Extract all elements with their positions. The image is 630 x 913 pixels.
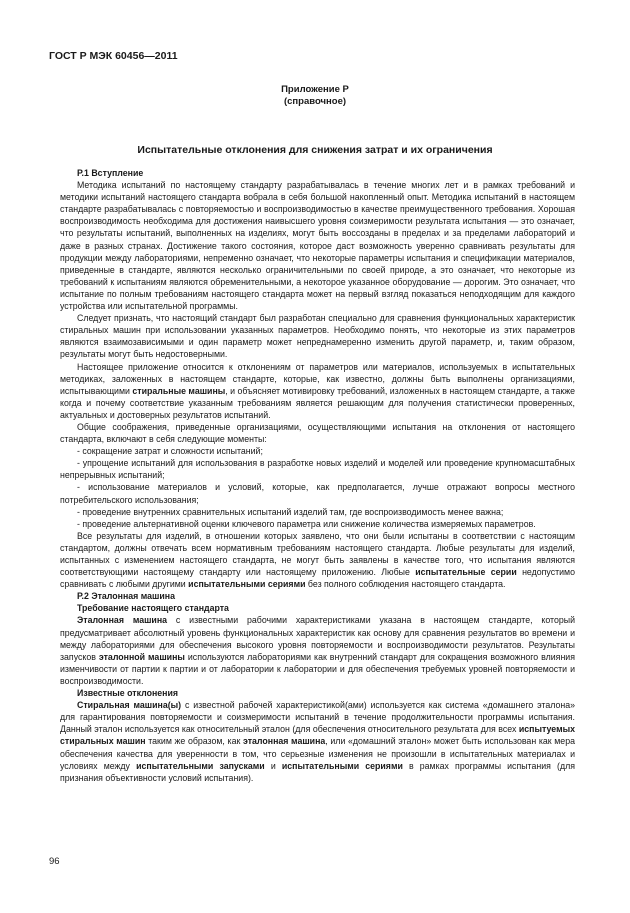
paragraph: Эталонная машина с известными рабочими характеристиками указана в настоящем стандарте, который предусматривает абсолютный уровень функциональных характеристик как основу для сравнения результатов во времени и между лабораториями для обеспечения высокого уровня повторяемости и воспроизводимости результатов. Результаты запусков эталонной машины используются лабораториями как внутренний стандарт для сокращения возможного влияния изменчивости от партии к партии и от лаборатории к лаборатории и для обеспечения требуемых уровней повторяемости и воспроизводимости. — [60, 615, 575, 686]
appendix-label: Приложение Р — [281, 84, 349, 95]
section-heading: Р.2 Эталонная машина — [77, 591, 175, 602]
paragraph: Общие соображения, приведенные организациями, осуществляющими испытания на отклонения от настоящего стандарта, включают в себя следующие моменты: — [60, 421, 575, 445]
list-item: - использование материалов и условий, которые, как предполагается, лучше отражают вопросы местного потребительского использования; — [60, 482, 575, 505]
paragraph: Стиральная машина(ы) с известной рабочей характеристикой(ами) используется как система «домашнего эталона» для гарантирования повторяемости и соизмеримости испытаний в течение продолжительности программы испытания. Данный эталон используется как относительный эталон (для обеспечения относительного результата для всех испытуемых стиральных машин таким же образом, как эталонная машина, или «домашний эталон» может быть использован как мера обеспечения качества для уверенности в том, что серьезные изменения не произошли в испытательных материалах и условиях между испытательными запусками и испытательными сериями в рамках программы испытания (для признания объективности условий испытания). — [60, 700, 576, 783]
appendix-title: Испытательные отклонения для снижения затрат и их ограничения — [137, 144, 493, 156]
subsection-heading: Известные отклонения — [77, 688, 179, 699]
list-item: - проведение внутренних сравнительных испытаний изделий там, где воспроизводимость менее важна; — [77, 506, 504, 517]
list-item: - упрощение испытаний для использования в разработке новых изделий и моделей или проведение крупномасштабных непрерывных испытаний; — [60, 458, 575, 481]
subsection-heading: Требование настоящего стандарта — [77, 603, 229, 614]
appendix-type: (справочное) — [283, 96, 347, 107]
paragraph: Все результаты для изделий, в отношении которых заявлено, что они были испытаны в соответствии с настоящим стандартом, должны отвечать всем нормативным требованиям настоящего стандарта. Любые результаты для изделий, испытанных с изменением настоящего стандарта, не могут быть заявлены в качестве того, что испытания являются соответствующими настоящему стандарту или настоящему приложению. Любые испытательные серии недопустимо сравнивать с любыми другими испытательными сериями без полного соблюдения настоящего стандарта. — [60, 530, 575, 590]
list-item: - проведение альтернативной оценки ключевого параметра или снижение количества измеряемых параметров. — [77, 518, 536, 529]
paragraph: Настоящее приложение относится к отклонениям от параметров или материалов, используемых в испытательных методиках, заложенных в настоящем стандарте, которые, как известно, должны быть выполнены организациями, испытывающими стиральные машины, и объясняет мотивировку требований, изложенных в настоящем стандарте, а также когда и почему соответствие указанным требованиям является решающим для получения статистически проверенных, актуальных и достоверных результатов испытаний. — [60, 361, 575, 420]
paragraph: Следует признать, что настоящий стандарт был разработан специально для сравнения функциональных характеристик стиральных машин при использовании указанных параметров. Необходимо понять, что некоторые из этих параметров являются взаимозависимыми и один параметр может непреднамеренно изменить другой параметр, и, таким образом, результаты могут быть недостоверными. — [60, 313, 575, 360]
list-item: - сокращение затрат и сложности испытаний; — [77, 446, 263, 457]
paragraph: Методика испытаний по настоящему стандарту разрабатывалась в течение многих лет и в рамках требований и методики испытаний настоящего стандарта вобрала в себя большой накопленный опыт. Методика испытаний в настоящем стандарте разрабатывалась с повторяемостью и воспроизводимостью в качестве преимущественного требования. Хорошая воспроизводимость необходима для достижения наивысшего уровня соизмеримости результата испытания — это означает, что результаты испытаний, выполненных на изделиях, могут быть воссозданы в пределах и за пределами лабораторий и даже в разных странах. Достижение такого состояния, которое даст возможность уверенно сравнивать результаты для продукции между лабораториями, непременно означает, что некоторые параметры испытания и спецификации материалов, приведенные в стандарте, являются несколько ограничительными по своей природе, а это означает, что некоторые из требований к испытаниям являются обременительными, а некоторое указанное оборудование — дорогим. Это означает, что испытание по полным требованиям настоящего стандарта может на первый взгляд показаться неподходящим для каждого устройства или испытательной программы. — [60, 180, 575, 312]
section-heading: Р.1 Вступление — [77, 168, 144, 178]
document-header: ГОСТ Р МЭК 60456—2011 — [49, 50, 178, 62]
page-number: 96 — [49, 856, 60, 867]
document-body — [60, 167, 575, 784]
